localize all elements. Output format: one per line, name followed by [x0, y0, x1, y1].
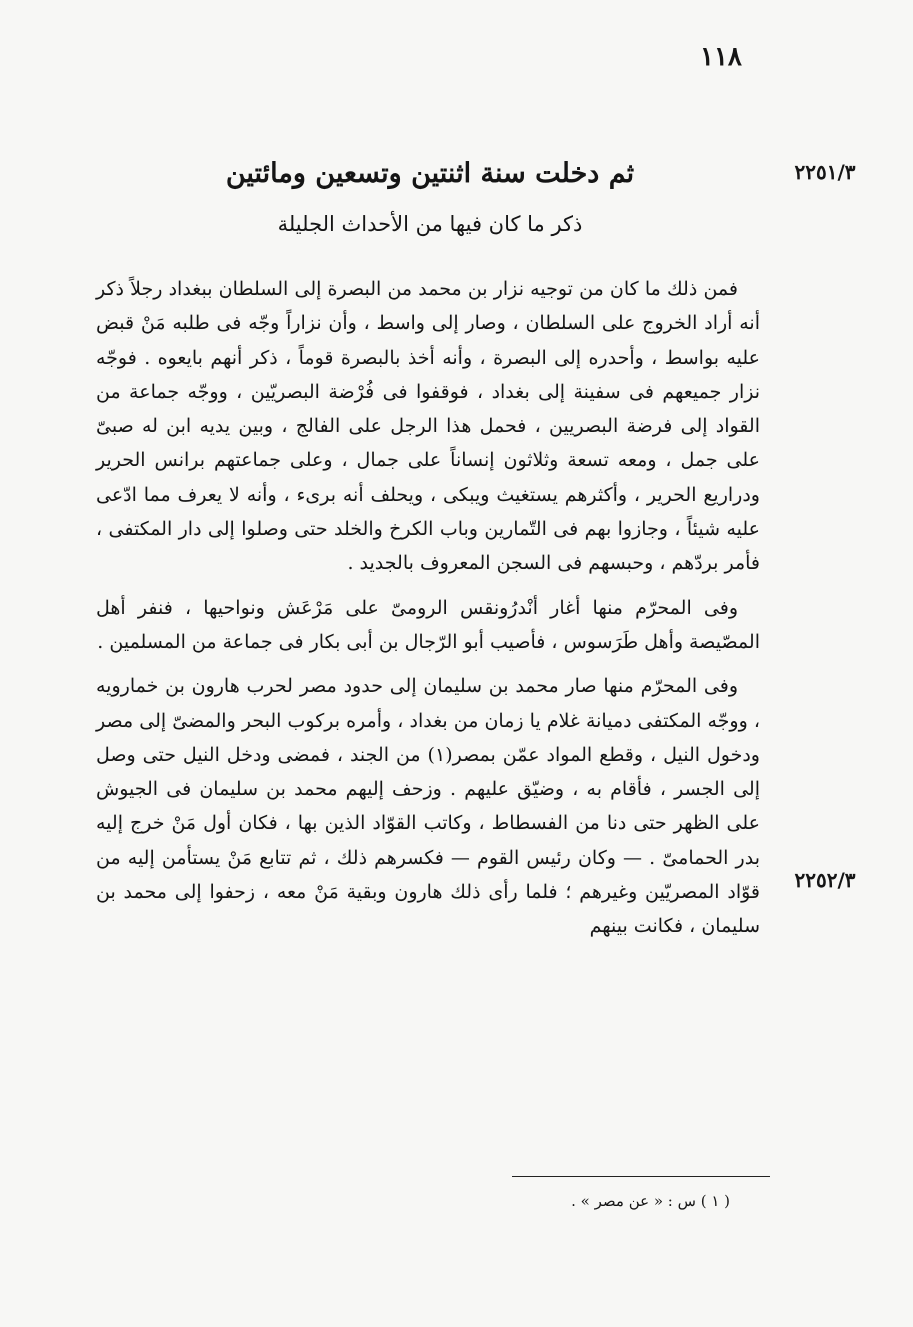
paragraph-2: وفى المحرّم منها أغار أنْدرُونقس الرومىّ على مَرْعَش ونواحيها ، فنفر أهل المصّيصة وأهل طَرَسوس ، فأصيب أبو الرّجال بن أبى بكار فى جماعة من المسلمين .	[96, 596, 760, 653]
page-number: ١١٨	[700, 42, 742, 72]
footnote: ( ١ ) س : « عن مصر » .	[571, 1192, 730, 1210]
chapter-subheading: ذكر ما كان فيها من الأحداث الجليلة	[277, 212, 583, 236]
chapter-heading: ثم دخلت سنة اثنتين وتسعين ومائتين	[225, 158, 635, 189]
paragraph-3: وفى المحرّم منها صار محمد بن سليمان إلى حدود مصر لحرب هارون بن خمارويه ، ووجّه المكتفى دميانة غلام يا زمان من بغداد ، وأمره بركوب البحر والمضىّ إلى مصر ودخول النيل ، وقطع المواد عمّن بمصر(١) من الجند ، فمضى ودخل النيل حتى وصل إلى الجسر ، فأقام به ، وضيّق عليهم . وزحف إليهم محمد بن سليمان فى الجيوش على الظهر حتى دنا من الفسطاط ، وكاتب القوّاد الذين بها ، فكان أول مَنْ خرج إليه بدر الحمامىّ . — وكان رئيس القوم — فكسرهم ذلك ، ثم تتابع مَنْ يستأمن إليه من قوّاد المصريّين وغيرهم ؛ فلما رأى ذلك هارون وبقية مَنْ معه ، زحفوا إلى محمد بن سليمان ، فكانت بينهم	[96, 675, 760, 938]
margin-reference-1: ٢٢٥١/٣	[794, 160, 856, 184]
margin-reference-2: ٢٢٥٢/٣	[794, 868, 856, 892]
paragraph-1: فمن ذلك ما كان من توجيه نزار بن محمد من البصرة إلى السلطان ببغداد رجلاً ذكر أنه أراد الخروج على السلطان ، وصار إلى واسط ، وأن نزاراً وجّه فى طلبه مَنْ قبض عليه بواسط ، وأحدره إلى البصرة ، وأنه أخذ بالبصرة قوماً ، ذكر أنهم بايعوه . فوجّه نزار جميعهم فى سفينة إلى بغداد ، فوقفوا فى فُرْضة البصريّين ، ووجّه جماعة من القواد إلى فرضة البصريين ، فحمل هذا الرجل على الفالج ، وبين يديه ابن له صبىّ على جمل ، ومعه تسعة وثلاثون إنساناً على جمال ، وعلى جماعتهم برانس الحرير ودراريع الحرير ، وأكثرهم يستغيث ويبكى ، ويحلف أنه برىء ، وأنه لا يعرف مما ادّعى عليه شيئاً ، وجازوا بهم فى التّمارين وباب الكرخ والخلد حتى وصلوا إلى دار المكتفى ، فأمر بردّهم ، وحبسهم فى السجن المعروف بالجديد .	[96, 278, 760, 575]
footnote-divider	[512, 1176, 770, 1177]
body-text	[96, 272, 760, 954]
